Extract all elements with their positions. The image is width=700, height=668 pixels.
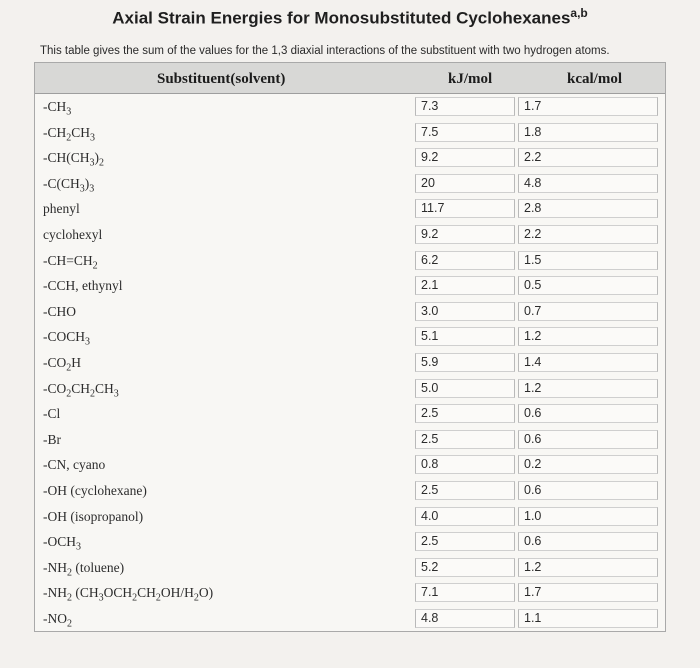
kj-mol-cell: 7.1: [415, 583, 515, 602]
strain-energy-table: [34, 62, 666, 632]
kj-mol-cell: 5.9: [415, 353, 515, 372]
substituent-cell: [43, 150, 104, 169]
substituent-cell: [43, 304, 76, 320]
kcal-mol-cell: 0.6: [518, 481, 658, 500]
kj-mol-cell: 5.1: [415, 327, 515, 346]
table-row: [35, 171, 665, 197]
kj-mol-cell: 2.5: [415, 430, 515, 449]
subscript: 2: [92, 260, 98, 272]
kcal-mol-cell: 1.7: [518, 97, 658, 116]
kj-mol-cell: 2.5: [415, 481, 515, 500]
subscript: 3: [90, 132, 96, 144]
substituent-text: (toluene): [72, 559, 125, 575]
table-row: [35, 452, 665, 478]
kj-mol-cell: 2.5: [415, 532, 515, 551]
substituent-text: phenyl: [43, 201, 80, 217]
substituent-text: -CH(CH: [43, 150, 90, 166]
subscript: 2: [132, 592, 138, 604]
kj-mol-cell: 11.7: [415, 199, 515, 218]
substituent-text: -NO: [43, 610, 67, 626]
substituent-text: -C(CH: [43, 175, 80, 191]
substituent-text: ): [84, 175, 90, 191]
kcal-mol-cell: 0.6: [518, 404, 658, 423]
substituent-cell: [43, 355, 81, 374]
substituent-text: -OH (cyclohexane): [43, 482, 147, 498]
kj-mol-cell: 4.0: [415, 507, 515, 526]
kcal-mol-cell: 1.2: [518, 379, 658, 398]
kcal-mol-cell: 1.0: [518, 507, 658, 526]
substituent-cell: [43, 253, 98, 272]
table-row: [35, 145, 665, 171]
substituent-text: -CCH, ethynyl: [43, 278, 123, 294]
kcal-mol-cell: 0.5: [518, 276, 658, 295]
substituent-cell: [43, 227, 102, 243]
table-row: [35, 376, 665, 402]
substituent-cell: [43, 125, 95, 144]
substituent-text: -NH: [43, 585, 67, 601]
substituent-text: -CH: [43, 99, 67, 114]
kj-mol-cell: 5.0: [415, 379, 515, 398]
kj-mol-cell: 3.0: [415, 302, 515, 321]
table-caption: This table gives the sum of the values for the 1,3 diaxial interactions of the substituent with two hydrogen atoms.: [40, 45, 610, 57]
substituent-text: -CHO: [43, 303, 76, 319]
kj-mol-cell: 5.2: [415, 558, 515, 577]
kj-mol-cell: 2.5: [415, 404, 515, 423]
substituent-text: CH: [71, 124, 91, 140]
title-superscript: a,b: [570, 6, 588, 20]
substituent-cell: [43, 585, 213, 604]
kcal-mol-cell: 0.6: [518, 532, 658, 551]
table-row: [35, 478, 665, 504]
table-row: [35, 606, 665, 632]
header-kj-mol: kJ/mol: [448, 71, 493, 87]
substituent-cell: [43, 99, 71, 118]
substituent-text: -OH (isopropanol): [43, 508, 144, 524]
subscript: 2: [66, 362, 72, 374]
table-row: [35, 324, 665, 350]
substituent-text: cyclohexyl: [43, 226, 103, 242]
table-row: [35, 120, 665, 146]
subscript: 2: [90, 388, 96, 400]
kj-mol-cell: 2.1: [415, 276, 515, 295]
subscript: 3: [89, 157, 95, 169]
substituent-cell: [43, 457, 105, 473]
substituent-cell: [43, 381, 119, 400]
kcal-mol-cell: 2.2: [518, 148, 658, 167]
kj-mol-cell: 7.5: [415, 123, 515, 142]
substituent-text: -COCH: [43, 329, 86, 345]
title-text: Axial Strain Energies for Monosubstituted Cyclohexanes: [112, 8, 571, 28]
header-kcal-mol: kcal/mol: [567, 71, 622, 87]
substituent-cell: [43, 201, 80, 217]
header-substituent: Substituent(solvent): [157, 71, 286, 87]
table-row: [35, 529, 665, 555]
table-row: [35, 427, 665, 453]
kcal-mol-cell: 1.5: [518, 251, 658, 270]
substituent-cell: [43, 329, 90, 348]
substituent-text: -CN, cyano: [43, 457, 106, 473]
table-title: [0, 6, 700, 29]
kcal-mol-cell: 2.8: [518, 199, 658, 218]
substituent-text: OH/H: [160, 585, 194, 601]
substituent-cell: [43, 560, 124, 579]
substituent-text: O): [198, 585, 214, 601]
table-row: [35, 94, 665, 120]
table-row: [35, 555, 665, 581]
kj-mol-cell: 20: [415, 174, 515, 193]
subscript: 2: [67, 567, 72, 579]
substituent-text: CH: [71, 380, 91, 396]
subscript: 3: [98, 592, 104, 604]
substituent-text: (CH: [72, 585, 99, 601]
substituent-text: -CH=CH: [43, 252, 93, 268]
substituent-cell: [43, 534, 81, 553]
subscript: 3: [76, 541, 81, 553]
table-row: [35, 273, 665, 299]
table-row: [35, 350, 665, 376]
kcal-mol-cell: 4.8: [518, 174, 658, 193]
substituent-text: -CO: [43, 380, 67, 396]
kcal-mol-cell: 0.7: [518, 302, 658, 321]
kcal-mol-cell: 2.2: [518, 225, 658, 244]
substituent-text: -NH: [43, 559, 67, 575]
substituent-cell: [43, 278, 123, 294]
substituent-text: -CO: [43, 354, 67, 370]
substituent-cell: [43, 509, 143, 525]
substituent-cell: [43, 406, 60, 422]
kj-mol-cell: 0.8: [415, 455, 515, 474]
table-row: [35, 196, 665, 222]
subscript: 2: [66, 388, 72, 400]
subscript: 2: [66, 132, 72, 144]
substituent-text: ): [94, 150, 99, 166]
kcal-mol-cell: 1.7: [518, 583, 658, 602]
subscript: 3: [113, 388, 119, 400]
kcal-mol-cell: 1.8: [518, 123, 658, 142]
table-header: [35, 63, 665, 94]
substituent-cell: [43, 176, 94, 195]
substituent-text: H: [71, 354, 81, 370]
table-row: [35, 222, 665, 248]
table-row: [35, 401, 665, 427]
subscript: 2: [67, 618, 72, 630]
substituent-text: CH: [137, 585, 156, 601]
subscript: 3: [66, 106, 72, 118]
kj-mol-cell: 4.8: [415, 609, 515, 628]
table-row: [35, 504, 665, 530]
subscript: 2: [67, 592, 72, 604]
substituent-text: OCH: [103, 585, 133, 601]
substituent-cell: [43, 432, 61, 448]
substituent-cell: [43, 483, 147, 499]
kj-mol-cell: 6.2: [415, 251, 515, 270]
kcal-mol-cell: 0.6: [518, 430, 658, 449]
subscript: 2: [155, 592, 161, 604]
subscript: 2: [99, 157, 104, 169]
table-body: [35, 94, 665, 631]
kcal-mol-cell: 0.2: [518, 455, 658, 474]
substituent-text: -OCH: [43, 534, 76, 550]
kcal-mol-cell: 1.1: [518, 609, 658, 628]
kj-mol-cell: 7.3: [415, 97, 515, 116]
substituent-text: CH: [95, 380, 114, 396]
kcal-mol-cell: 1.2: [518, 558, 658, 577]
subscript: 3: [79, 183, 85, 195]
substituent-text: -Cl: [43, 406, 61, 422]
subscript: 2: [193, 592, 199, 604]
table-row: [35, 248, 665, 274]
kcal-mol-cell: 1.4: [518, 353, 658, 372]
substituent-text: -CH: [43, 124, 67, 140]
substituent-text: -Br: [43, 431, 61, 447]
table-row: [35, 299, 665, 325]
table-row: [35, 580, 665, 606]
kj-mol-cell: 9.2: [415, 225, 515, 244]
substituent-cell: [43, 611, 72, 630]
subscript: 3: [85, 337, 91, 349]
kj-mol-cell: 9.2: [415, 148, 515, 167]
subscript: 3: [89, 183, 95, 195]
kcal-mol-cell: 1.2: [518, 327, 658, 346]
